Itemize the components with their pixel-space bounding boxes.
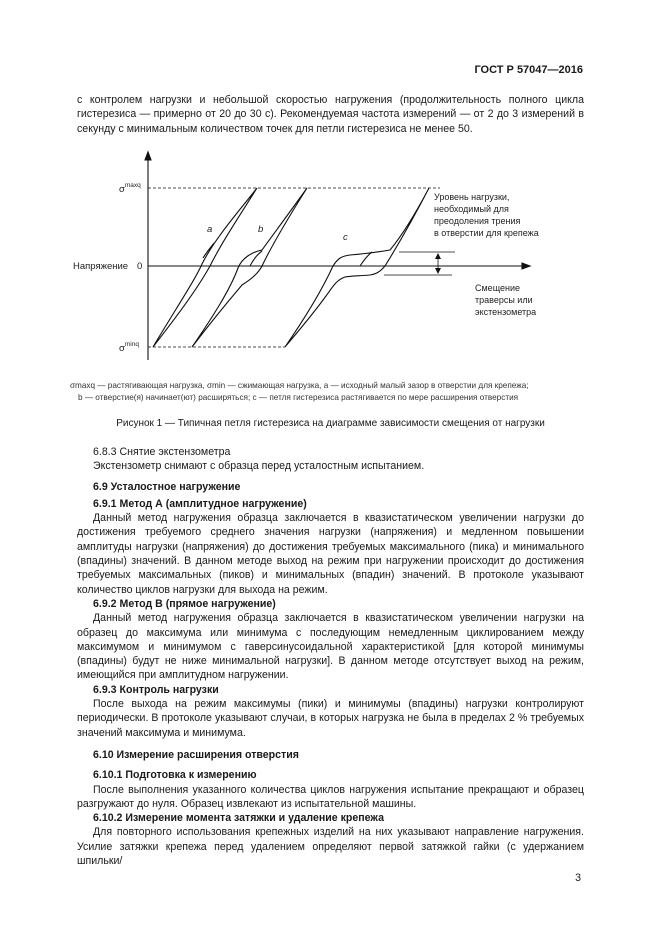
figure-legend: σmaxq — растягивающая нагрузка, σmin — сжимающая нагрузка, a — исходный малый зазор в отверстии для крепежа; b — отверстие(я) начинает(ют) расширяться; c — петля гистерезиса растягивается по мере расширения отверстия	[70, 381, 529, 402]
section-6-10-title: 6.10 Измерение расширения отверстия	[93, 748, 299, 761]
figure-caption: Рисунок 1 — Типичная петля гистерезиса на диаграмме зависимости смещения от нагрузки	[116, 418, 545, 429]
section-6-9-1-text: Данный метод нагружения образца заключается в квазистатическом увеличении нагрузки до достижения требуемого среднего значения нагрузки (напряжения) и медленном повышении амплитуды нагрузки (напряжения) до достижения требуемых максимального (пика) и минимального (впадины) значений. В данном методе выход на режим при нагружении происходит до достижения требуемых максимальных (пиков) и минимальных (впадин) значений. В протоколе указывают количество циклов нагрузки для выхода на режим.	[77, 512, 584, 596]
document-id: ГОСТ Р 57047—2016	[474, 64, 583, 76]
svg-text:Уровень нагрузки,: Уровень нагрузки,	[434, 192, 510, 202]
sigma-max-label: $\sigma^{maxq}$	[119, 182, 141, 195]
svg-text:преодоления трения: преодоления трения	[434, 216, 521, 226]
page-number: 3	[575, 872, 581, 884]
y-axis-arrow-icon	[145, 152, 151, 160]
y-axis-label: Напряжение	[73, 261, 129, 272]
section-6-9-2-title: 6.9.2 Метод В (прямое нагружение)	[93, 597, 276, 610]
section-6-10-1-title: 6.10.1 Подготовка к измерению	[93, 769, 257, 782]
x-axis-arrow-icon	[522, 263, 530, 269]
zero-label: 0	[137, 261, 143, 272]
loop-c	[285, 188, 429, 347]
section-6-9-3-text: После выхода на режим максимумы (пики) и минимумы (впадины) нагрузки контролируют периодически. В протоколе указывают случаи, в которых нагрузка не была в пределах 2 % требуемых значений максимума и минимума.	[77, 698, 584, 739]
sigma-min-label: $\sigma^{minq}$	[119, 341, 139, 354]
friction-note	[434, 192, 539, 238]
intro-paragraph: с контролем нагрузки и небольшой скоростью нагружения (продолжительность полного цикла гистерезиса — примерно от 20 до 30 с). Рекомендуемая частота измерений — от 2 до 3 измерений в секунду с минимальным количеством точек для петли гистерезиса не менее 50.	[77, 94, 584, 135]
section-6-9-title: 6.9 Усталостное нагружение	[93, 480, 241, 493]
section-6-9-2-text: Данный метод нагружения образца заключается в квазистатическом увеличении нагрузки на образец до максимума или минимума с последующим немедленным циклированием между максимумом и минимумом с гаверсинусоидальной характеристикой [для которой минимумы (впадины) будут не ниже минимальной нагрузки]. В данном методе отсутствует выход на режим, имеющийся при амплитудном нагружении.	[77, 612, 584, 682]
section-6-10-2-text: Для повторного использования крепежных изделий на них указывают направление нагружения. Усилие затяжки крепежа перед удалением определяют первой затяжкой гайки (с удержанием шпильки/	[77, 826, 584, 868]
label-c: c	[343, 232, 348, 243]
hysteresis-figure	[0, 145, 661, 375]
section-6-10-1-text: После выполнения указанного количества циклов нагружения испытание прекращают и образец разгружают до нуля. Образец извлекают из испытательной машины.	[77, 783, 584, 810]
label-a: a	[207, 224, 213, 235]
svg-text:необходимый для: необходимый для	[434, 204, 509, 214]
section-6-9-1-title: 6.9.1 Метод А (амплитудное нагружение)	[93, 497, 307, 510]
label-b: b	[258, 224, 264, 235]
body-text	[77, 445, 584, 868]
svg-text:траверсы или: траверсы или	[475, 295, 533, 305]
section-6-10-2-title: 6.10.2 Измерение момента затяжки и удаление крепежа	[93, 812, 384, 825]
svg-text:Смещение: Смещение	[475, 283, 521, 293]
section-6-9-3-title: 6.9.3 Контроль нагрузки	[93, 683, 219, 696]
section-6-8-3-text: Экстензометр снимают с образца перед усталостным испытанием.	[93, 460, 425, 473]
loop-a	[153, 188, 257, 347]
svg-text:в отверстии для крепежа: в отверстии для крепежа	[434, 228, 539, 238]
x-axis-label	[475, 283, 536, 317]
svg-text:экстензометра: экстензометра	[475, 307, 537, 317]
section-6-8-3-title: 6.8.3 Снятие экстензометра	[93, 446, 231, 458]
